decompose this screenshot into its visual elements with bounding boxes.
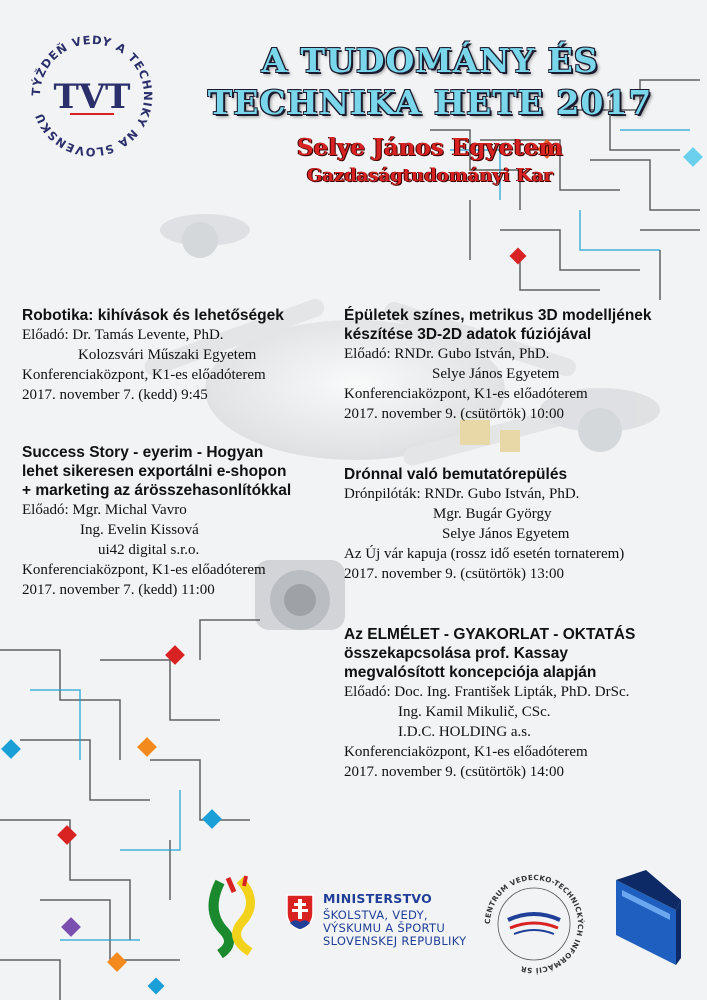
- talk-title: Robotika: kihívások és lehetőségek: [22, 307, 284, 324]
- tvt-logo: [24, 28, 160, 164]
- cvti-ring-text: CENTRUM VEDECKO-TECHNICKÝCH INFORMÁCIÍ SR: [482, 872, 586, 976]
- talk-title: + marketing az árösszehasonlítókkal: [22, 482, 292, 499]
- university-name: Selye János Egyetem: [297, 134, 563, 161]
- talk-title: Drónnal való bemutatórepülés: [344, 466, 568, 483]
- faculty-name: Gazdaságtudományi Kar: [306, 165, 554, 186]
- talk-speaker: Drónpilóták: RNDr. Gubo István, PhD.: [344, 486, 580, 502]
- talk-speaker: Ing. Evelin Kissová: [80, 522, 199, 538]
- talk-title: készítése 3D-2D adatok fúziójával: [344, 326, 592, 343]
- talk-date: 2017. november 9. (csütörtök) 14:00: [344, 764, 564, 780]
- cvti-logo: [478, 868, 590, 980]
- talk-institution: Selye János Egyetem: [442, 526, 570, 542]
- ministry-text: [323, 892, 467, 948]
- logo-ring-text: TÝŽDEŇ VEDY A TECHNIKY NA SLOVENSKU: [28, 32, 156, 160]
- talk-robotika: [22, 306, 284, 405]
- talk-date: 2017. november 9. (csütörtök) 13:00: [344, 566, 564, 582]
- talk-institution: ui42 digital s.r.o.: [98, 542, 200, 558]
- ministry-line: ŠKOLSTVA, VEDY,: [323, 908, 428, 922]
- talk-venue: Konferenciaközpont, K1-es előadóterem: [22, 367, 266, 383]
- university-logo: [200, 872, 266, 958]
- talk-success-story: [22, 443, 291, 600]
- talk-speaker: Mgr. Bugár György: [433, 506, 552, 522]
- talk-venue: Konferenciaközpont, K1-es előadóterem: [22, 562, 266, 578]
- ministry-line: SLOVENSKEJ REPUBLIKY: [323, 934, 467, 948]
- talk-speaker: Előadó: Mgr. Michal Vavro: [22, 502, 187, 518]
- talk-kassay: [344, 625, 635, 782]
- logo-monogram: TVT: [53, 77, 131, 117]
- talk-dron: [344, 465, 624, 584]
- talk-title: összekapcsolása prof. Kassay: [344, 645, 569, 662]
- ministry-line: MINISTERSTVO: [323, 891, 433, 906]
- talk-date: 2017. november 9. (csütörtök) 10:00: [344, 406, 564, 422]
- ministry-line: VÝSKUMU A ŠPORTU: [323, 921, 446, 935]
- talk-3d-modell: [344, 306, 652, 424]
- talk-date: 2017. november 7. (kedd) 11:00: [22, 582, 215, 598]
- talk-speaker: Előadó: Dr. Tamás Levente, PhD.: [22, 327, 224, 343]
- talk-title: Success Story - eyerim - Hogyan: [22, 444, 264, 461]
- talk-title: megvalósított koncepciója alapján: [344, 664, 597, 681]
- talk-date: 2017. november 7. (kedd) 9:45: [22, 387, 208, 403]
- talk-title: lehet sikeresen exportálni e-shopon: [22, 463, 287, 480]
- main-title-line1: A TUDOMÁNY ÉS: [261, 41, 599, 80]
- talk-speaker: Előadó: Doc. Ing. František Lipták, PhD. DrSc.: [344, 684, 630, 700]
- talk-title: Épületek színes, metrikus 3D modelljének: [344, 307, 652, 324]
- talk-venue: Az Új vár kapuja (rossz idő esetén tornaterem): [344, 546, 625, 562]
- header: [170, 40, 690, 186]
- talk-institution: Selye János Egyetem: [432, 366, 560, 382]
- main-title-line2: TECHNIKA HETE 2017: [207, 83, 653, 122]
- talk-institution: I.D.C. HOLDING a.s.: [398, 724, 531, 740]
- book-emblem-icon: [606, 870, 686, 970]
- talk-venue: Konferenciaközpont, K1-es előadóterem: [344, 386, 588, 402]
- talk-speaker: Előadó: RNDr. Gubo István, PhD.: [344, 346, 550, 362]
- talk-speaker: Ing. Kamil Mikulič, CSc.: [398, 704, 551, 720]
- slovak-coat-of-arms-icon: [285, 893, 315, 931]
- talk-institution: Kolozsvári Műszaki Egyetem: [78, 347, 257, 363]
- talk-venue: Konferenciaközpont, K1-es előadóterem: [344, 744, 588, 760]
- talk-title: Az ELMÉLET - GYAKORLAT - OKTATÁS: [344, 626, 636, 643]
